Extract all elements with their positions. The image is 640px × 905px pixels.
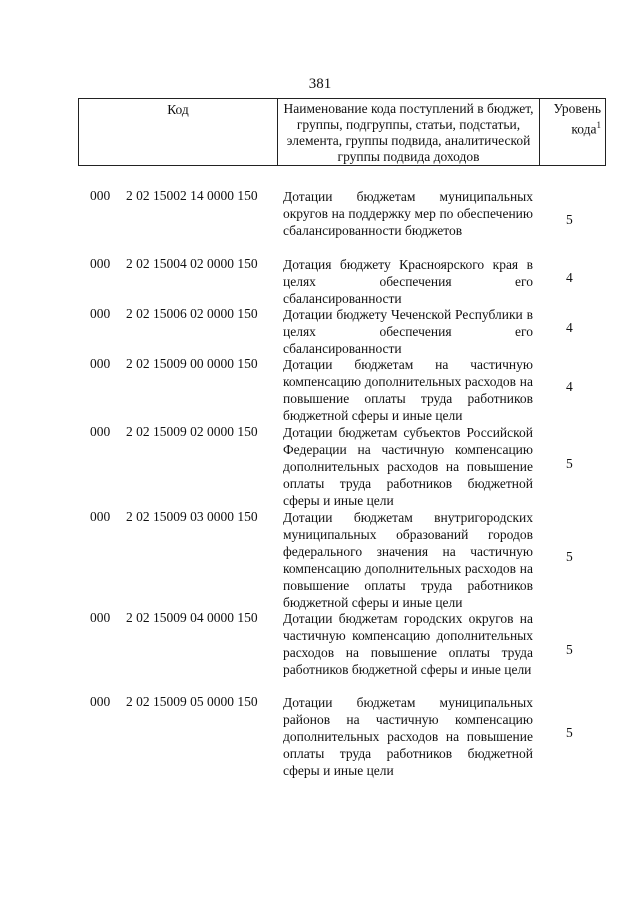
row-description: Дотации бюджетам муниципальных районов на частичную компенсацию дополнительных расходов на повышение оплаты труда работников бюджетной сферы и иные цели (283, 695, 533, 778)
row-level: 4 (566, 379, 573, 394)
row-description: Дотации бюджетам внутригородских муниципальных образований городов федерального значения на частичную компенсацию дополнительных расходов на повышение оплаты труда работников бюджетной сферы и иные цели (283, 510, 533, 610)
admin-code: 000 (90, 306, 111, 321)
table-header (78, 98, 606, 166)
row-level: 5 (566, 725, 573, 740)
revenue-code: 2 02 15004 02 0000 150 (126, 256, 258, 271)
row-description: Дотации бюджетам городских округов на частичную компенсацию дополнительных расходов на повышение оплаты труда работников бюджетной сферы и иные цели (283, 611, 533, 677)
revenue-code: 2 02 15009 04 0000 150 (126, 610, 258, 625)
revenue-code: 2 02 15009 03 0000 150 (126, 509, 258, 524)
admin-code: 000 (90, 424, 111, 439)
header-level (540, 99, 606, 165)
revenue-code: 2 02 15002 14 0000 150 (126, 188, 258, 203)
row-description: Дотации бюджетам на частичную компенсацию дополнительных расходов на повышение оплаты труда работников бюджетной сферы и иные цели (283, 357, 533, 423)
row-description: Дотации бюджетам субъектов Российской Федерации на частичную компенсацию дополнительных расходов на повышение оплаты труда работников бюджетной сферы и иные цели (283, 425, 533, 508)
admin-code: 000 (90, 509, 111, 524)
row-level: 5 (566, 212, 573, 227)
row-description: Дотация бюджету Красноярского края в целях обеспечения его сбалансированности (283, 257, 533, 306)
revenue-code: 2 02 15009 00 0000 150 (126, 356, 258, 371)
row-level: 4 (566, 320, 573, 335)
admin-code: 000 (90, 356, 111, 371)
revenue-code: 2 02 15006 02 0000 150 (126, 306, 258, 321)
row-level: 5 (566, 549, 573, 564)
admin-code: 000 (90, 610, 111, 625)
admin-code: 000 (90, 694, 111, 709)
page-number: 381 (308, 76, 332, 92)
header-code: Код (78, 99, 278, 165)
row-level: 5 (566, 456, 573, 471)
header-name: Наименование кода поступлений в бюджет, группы, подгруппы, статьи, подстатьи, элемента, группы подвида, аналитической группы подвида доходов (278, 99, 540, 165)
admin-code: 000 (90, 188, 111, 203)
row-description: Дотации бюджетам муниципальных округов на поддержку мер по обеспечению сбалансированности бюджетов (283, 189, 533, 238)
header-level-footnote: 1 (596, 120, 601, 130)
row-description: Дотации бюджету Чеченской Республики в целях обеспечения его сбалансированности (283, 307, 533, 356)
row-level: 4 (566, 270, 573, 285)
row-level: 5 (566, 642, 573, 657)
admin-code: 000 (90, 256, 111, 271)
header-level-label: Уровень кода (553, 101, 601, 137)
revenue-code: 2 02 15009 05 0000 150 (126, 694, 258, 709)
revenue-code: 2 02 15009 02 0000 150 (126, 424, 258, 439)
